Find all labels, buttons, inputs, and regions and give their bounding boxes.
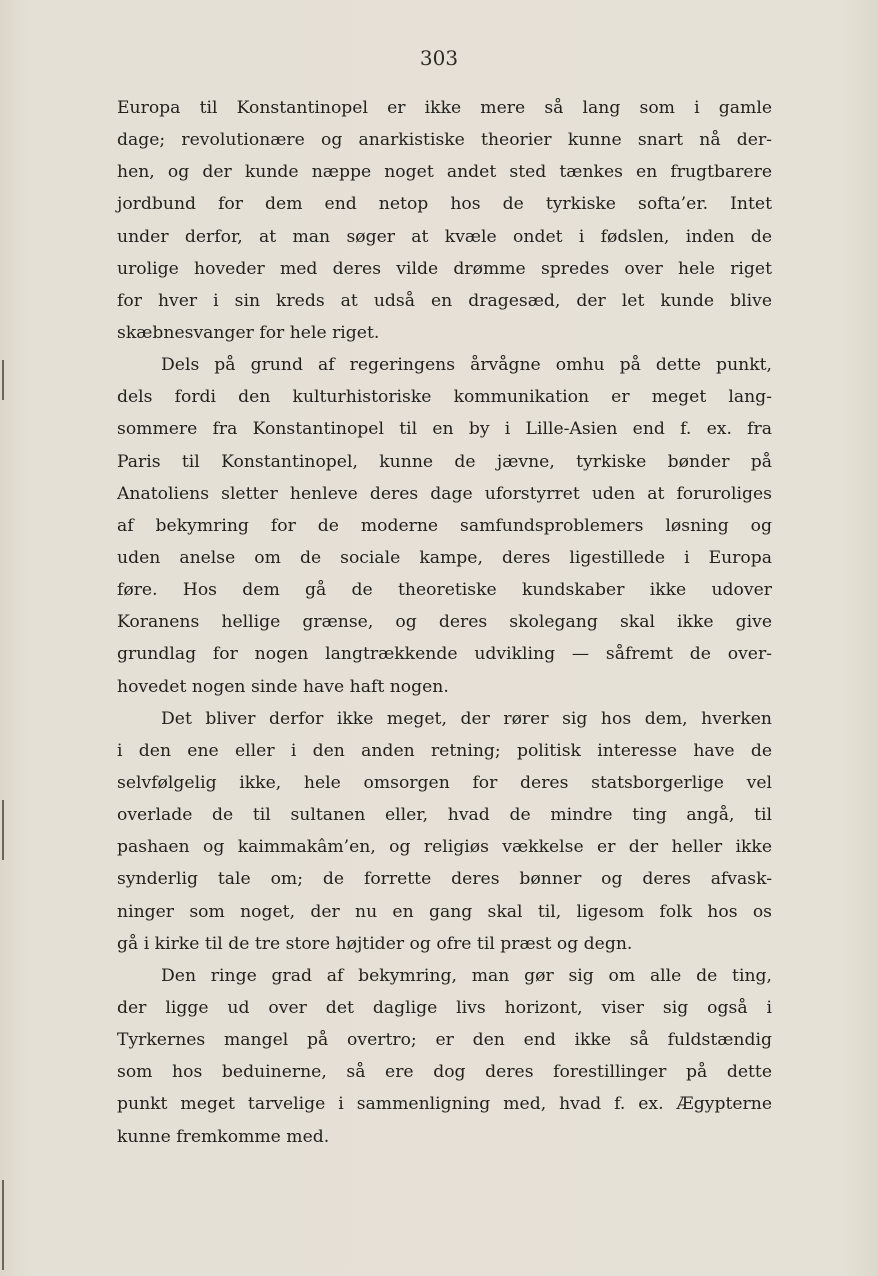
text-line: af bekymring for de moderne samfundsproblemers løsning og xyxy=(117,515,772,536)
text-line: jordbund for dem end netop hos de tyrkiske softa’er. Intet xyxy=(117,194,772,215)
paragraph xyxy=(117,92,772,349)
paragraph xyxy=(117,349,772,703)
page-number: 303 xyxy=(419,46,459,70)
text-line: Det bliver derfor ikke meget, der rører sig hos dem, hverken xyxy=(161,708,772,729)
text-line: som hos beduinerne, så ere dog deres forestillinger på dette xyxy=(117,1062,772,1083)
page-edge-mark xyxy=(2,1180,4,1270)
text-line: Anatoliens sletter henleve deres dage uforstyrret uden at foruroliges xyxy=(117,483,772,504)
text-line: pashaen og kaimmakâm’en, og religiøs vækkelse er der heller ikke xyxy=(117,837,772,858)
text-line: Koranens hellige grænse, og deres skolegang skal ikke give xyxy=(117,612,772,633)
text-line: synderlig tale om; de forrette deres bønner og deres afvask- xyxy=(117,869,772,890)
text-line: skæbnesvanger for hele riget. xyxy=(117,322,380,343)
text-line: der ligge ud over det daglige livs horizont, viser sig også i xyxy=(117,997,772,1018)
text-line: i den ene eller i den anden retning; politisk interesse have de xyxy=(117,740,772,761)
page-edge-mark xyxy=(2,360,4,400)
paragraph xyxy=(117,960,772,1153)
text-line: selvfølgelig ikke, hele omsorgen for deres statsborgerlige vel xyxy=(117,772,772,793)
text-line: Tyrkernes mangel på overtro; er den end ikke så fuldstændig xyxy=(117,1030,772,1051)
paragraph xyxy=(117,703,772,960)
text-line: Paris til Konstantinopel, kunne de jævne, tyrkiske bønder på xyxy=(117,451,772,472)
text-line: under derfor, at man søger at kvæle ondet i fødslen, inden de xyxy=(117,226,772,247)
text-line: grundlag for nogen langtrækkende udvikling — såfremt de over- xyxy=(117,644,772,665)
text-line: kunne fremkomme med. xyxy=(117,1126,330,1147)
body-text xyxy=(117,92,772,1153)
text-line: hen, og der kunde næppe noget andet sted tænkes en frugtbarere xyxy=(117,162,772,183)
text-line: hovedet nogen sinde have haft nogen. xyxy=(117,676,449,697)
text-line: punkt meget tarvelige i sammenligning med, hvad f. ex. Ægypterne xyxy=(117,1094,772,1115)
text-line: dage; revolutionære og anarkistiske theorier kunne snart nå der- xyxy=(117,130,772,151)
text-line: urolige hoveder med deres vilde drømme spredes over hele riget xyxy=(117,258,772,279)
text-line: sommere fra Konstantinopel til en by i Lille-Asien end f. ex. fra xyxy=(117,419,772,440)
text-line: ninger som noget, der nu en gang skal til, ligesom folk hos os xyxy=(117,901,772,922)
text-line: gå i kirke til de tre store højtider og ofre til præst og degn. xyxy=(117,933,633,954)
text-line: Den ringe grad af bekymring, man gør sig om alle de ting, xyxy=(161,965,772,986)
text-line: overlade de til sultanen eller, hvad de mindre ting angå, til xyxy=(117,805,772,826)
text-line: Europa til Konstantinopel er ikke mere så lang som i gamle xyxy=(117,98,772,118)
text-line: uden anelse om de sociale kampe, deres ligestillede i Europa xyxy=(117,547,772,568)
text-line: føre. Hos dem gå de theoretiske kundskaber ikke udover xyxy=(117,580,772,601)
page-edge-mark xyxy=(2,800,4,860)
text-line: for hver i sin kreds at udså en dragesæd, der let kunde blive xyxy=(117,290,772,311)
text-line: Dels på grund af regeringens årvågne omhu på dette punkt, xyxy=(161,355,772,376)
text-line: dels fordi den kulturhistoriske kommunikation er meget lang- xyxy=(117,387,772,408)
